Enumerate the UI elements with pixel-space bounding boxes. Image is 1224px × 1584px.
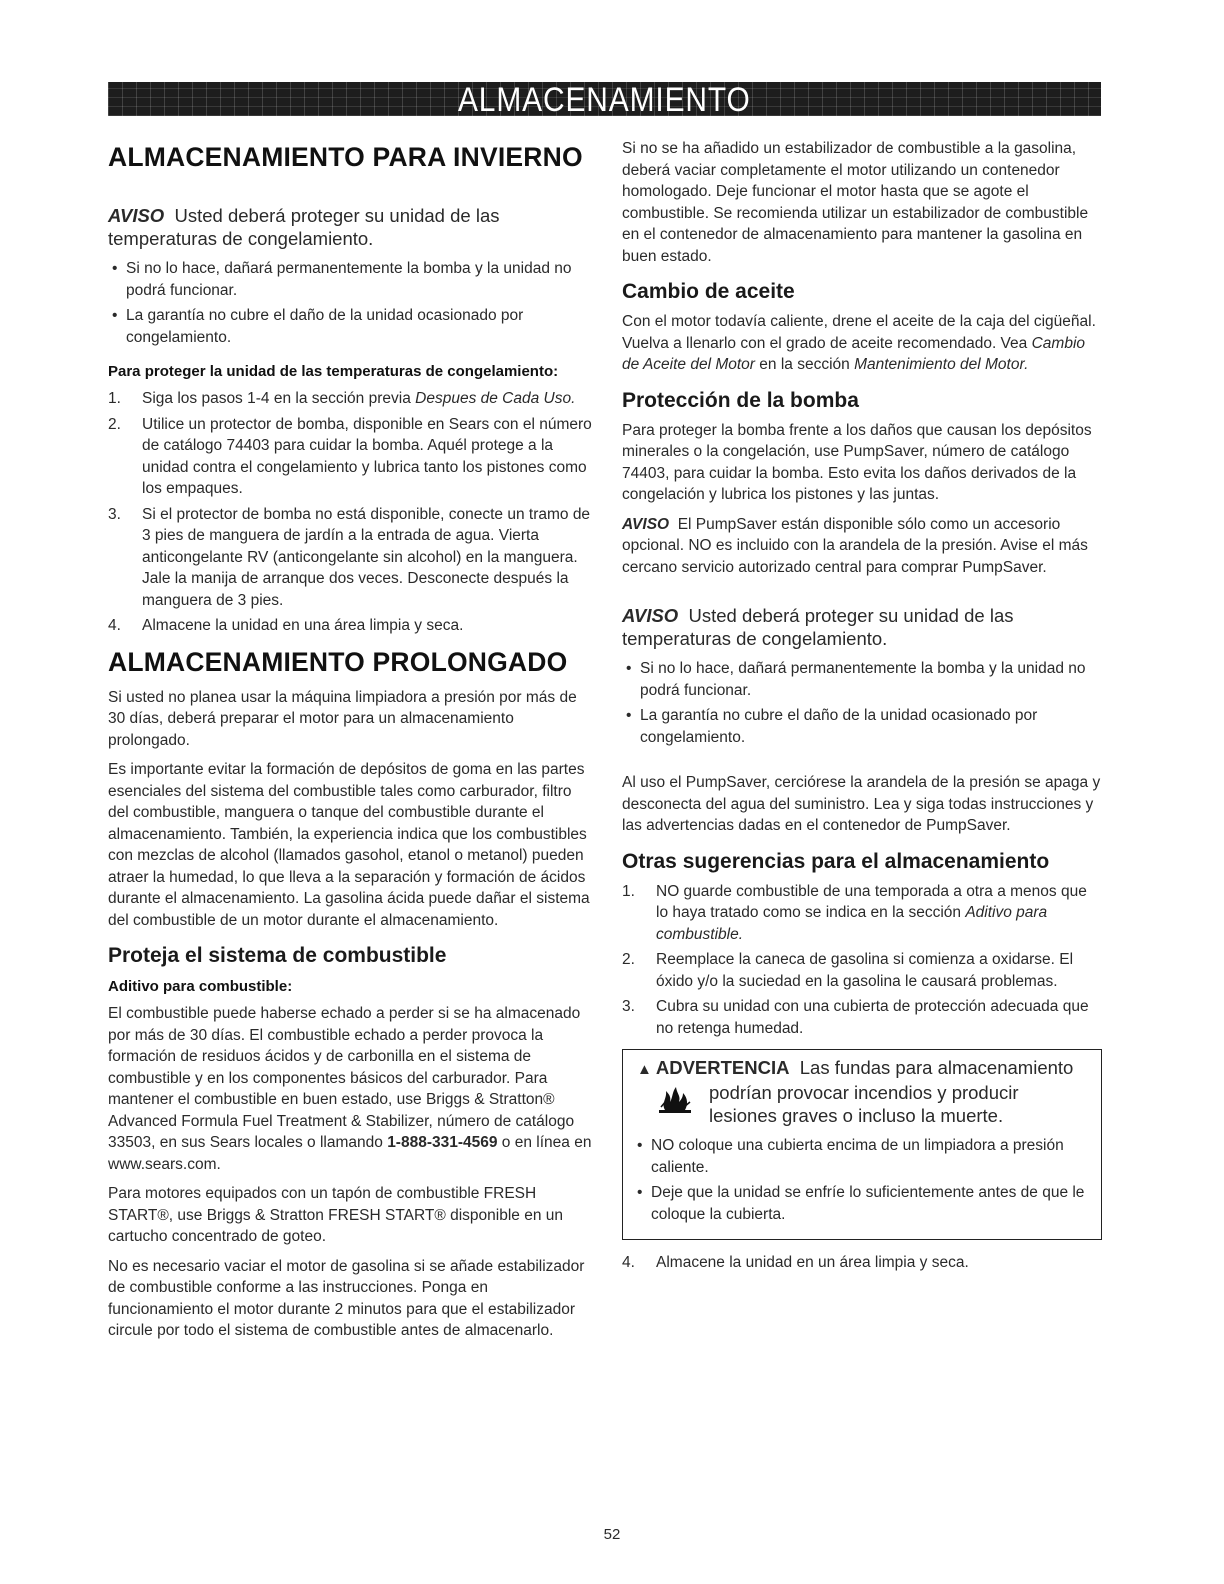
list-item: • Deje que la unidad se enfríe lo suficientemente antes de que le coloque la cubierta. — [633, 1182, 1091, 1225]
paragraph: Si usted no planea usar la máquina limpiadora a presión por más de 30 días, deberá preparar el motor para un almacenamiento prolongado. — [108, 688, 577, 749]
page-number: 52 — [603, 1526, 621, 1543]
protect-steps — [108, 388, 592, 637]
list-item: • NO coloque una cubierta encima de un limpiadora a presión caliente. — [633, 1135, 1091, 1178]
list-item: 1. Siga los pasos 1-4 en la sección previa Despues de Cada Uso. — [108, 390, 576, 407]
fuel-system-heading: Proteja el sistema de combustible — [108, 944, 447, 967]
notice-label: AVISO — [622, 515, 670, 533]
oil-change-heading: Cambio de aceite — [622, 280, 795, 303]
list-item: 2. Utilice un protector de bomba, disponible en Sears con el número de catálogo 74403 para cuidar la bomba. Aquél protege a la unidad contra el congelamiento y lubrica tanto los pistones como los empaques. — [108, 415, 592, 497]
warning-triangle-icon: ▲ — [637, 1061, 652, 1078]
notice-text: Usted deberá proteger su unidad de las temperaturas de congelamiento. — [108, 205, 500, 249]
paragraph: Para proteger la bomba frente a los daños que causan los depósitos minerales o la congelación, use PumpSaver, número de catálogo 74403, para cuidar la bomba. Esto evita los daños derivados de la congelación y lubrica los pistones y las juntas. — [622, 421, 1092, 503]
list-item: 4. Almacene la unidad en una área limpia y seca. — [108, 617, 464, 634]
warning-label: ADVERTENCIA — [655, 1057, 790, 1078]
list-item: 3. Si el protector de bomba no está disponible, conecte un tramo de 3 pies de manguera de jardín a la entrada de agua. Vierta anticongelante RV (anticongelante sin alcohol) en la manguera. Jale la manija de arranque dos veces. Desconecte después la manguera de 3 pies. — [108, 505, 591, 609]
paragraph: Al uso el PumpSaver, cerciórese la arandela de la presión se apaga y desconecta del agua del suministro. Lea y siga todas instrucciones y las advertencias dadas en el contenedor de PumpSaver. — [622, 774, 1101, 834]
notice-bullets — [622, 658, 1102, 748]
pump-notice: AVISO El PumpSaver están disponible sólo como un accesorio opcional. NO es incluido con la arandela de la presión. Avise el más cercano servicio autorizado central para comprar PumpSaver. — [622, 515, 1088, 576]
protect-heading: Para proteger la unidad de las temperaturas de congelamiento: — [108, 363, 559, 380]
notice-label: AVISO — [108, 205, 165, 226]
notice-winter — [108, 204, 592, 250]
banner-title: ALMACENAMIENTO — [458, 81, 751, 119]
list-item: 2. Reemplace la caneca de gasolina si comienza a oxidarse. El óxido y/o la suciedad en la gasolina le causará problemas. — [622, 951, 1074, 990]
winter-storage-heading: ALMACENAMIENTO PARA INVIERNO — [108, 142, 583, 172]
list-item: 3. Cubra su unidad con una cubierta de protección adecuada que no retenga humedad. — [622, 998, 1089, 1037]
other-suggestions-heading: Otras sugerencias para el almacenamiento — [622, 849, 1050, 873]
fire-icon — [657, 1085, 693, 1115]
list-item: • La garantía no cubre el daño de la unidad ocasionado por congelamiento. — [108, 305, 592, 348]
notice-bullets — [108, 258, 592, 348]
final-step — [622, 1252, 1102, 1274]
left-column — [108, 138, 592, 1350]
paragraph: Si no se ha añadido un estabilizador de combustible a la gasolina, deberá vaciar completamente el motor utilizando un contenedor homologado. Deje funcionar el motor hasta que se agote el combustible. Se recomienda utilizar un estabilizador de combustible en el contenedor de almacenamiento para mantener la gasolina en buen estado. — [622, 140, 1089, 265]
phone-number: 1-888-331-4569 — [387, 1134, 498, 1151]
list-item: • Si no lo hace, dañará permanentemente la bomba y la unidad no podrá funcionar. — [108, 258, 592, 301]
list-item: • Si no lo hace, dañará permanentemente la bomba y la unidad no podrá funcionar. — [622, 658, 1102, 701]
fuel-additive-heading: Aditivo para combustible: — [108, 978, 293, 995]
paragraph: El combustible puede haberse echado a perder si se ha almacenado por más de 30 días. El combustible echado a perder provoca la formación de residuos ácidos y de carbonilla en el sistema de combustible y en los componentes básicos del carburador. Para mantener el combustible en buen estado, use Briggs & Stratton® Advanced Formula Fuel Treatment & Stabilizer, número de catálogo 33503, en sus Sears locales o llamando 1-888-331-4569 o en línea en www.sears.com. — [108, 1005, 592, 1173]
warning-header: ▲ ADVERTENCIA Las fundas para almacenamiento — [633, 1056, 1091, 1081]
paragraph: Con el motor todavía caliente, drene el aceite de la caja del cigüeñal. Vuelva a llenarlo con el grado de aceite recomendado. Vea Cambio de Aceite del Motor en la sección Mantenimiento del Motor. — [622, 313, 1096, 373]
right-column — [622, 138, 1102, 1280]
warning-text: podrían provocar incendios y producir lesiones graves o incluso la muerte. — [633, 1081, 1091, 1127]
notice-text: Usted deberá proteger su unidad de las temperaturas de congelamiento. — [622, 605, 1014, 649]
warning-box — [622, 1049, 1102, 1240]
notice-winter-repeat — [622, 604, 1102, 650]
notice-label: AVISO — [622, 605, 679, 626]
list-item: 4. Almacene la unidad en un área limpia y seca. — [622, 1254, 969, 1271]
paragraph: No es necesario vaciar el motor de gasolina si se añade estabilizador de combustible conforme a las instrucciones. Ponga en funcionamiento el motor durante 2 minutos para que el estabilizador circule por todo el sistema de combustible antes de almacenarlo. — [108, 1257, 585, 1339]
prolonged-storage-heading: ALMACENAMIENTO PROLONGADO — [108, 646, 568, 677]
paragraph: Para motores equipados con un tapón de combustible FRESH START®, use Briggs & Stratton FRESH START® disponible en un cartucho concentrado de goteo. — [108, 1185, 564, 1245]
pump-protection-heading: Protección de la bomba — [622, 388, 859, 412]
section-banner — [108, 81, 1101, 119]
list-item: 1. NO guarde combustible de una temporada a otra a menos que lo haya tratado como se indica en la sección Aditivo para combustible. — [622, 882, 1087, 943]
paragraph: Es importante evitar la formación de depósitos de goma en las partes esenciales del sistema del combustible tales como carburador, filtro del combustible, manguera o tanque del combustible durante el almacenamiento. También, la experiencia indica que los combustibles con mezclas de alcohol (llamados gasohol, etanol o metanol) pueden atraer la humedad, lo que lleva a la separación y formación de ácidos durante el almacenamiento. La gasolina ácida puede dañar el sistema del combustible de un motor durante el almacenamiento. — [108, 761, 590, 929]
warning-bullets — [633, 1135, 1091, 1225]
list-item: • La garantía no cubre el daño de la unidad ocasionado por congelamiento. — [622, 705, 1102, 748]
other-steps — [622, 881, 1102, 1040]
